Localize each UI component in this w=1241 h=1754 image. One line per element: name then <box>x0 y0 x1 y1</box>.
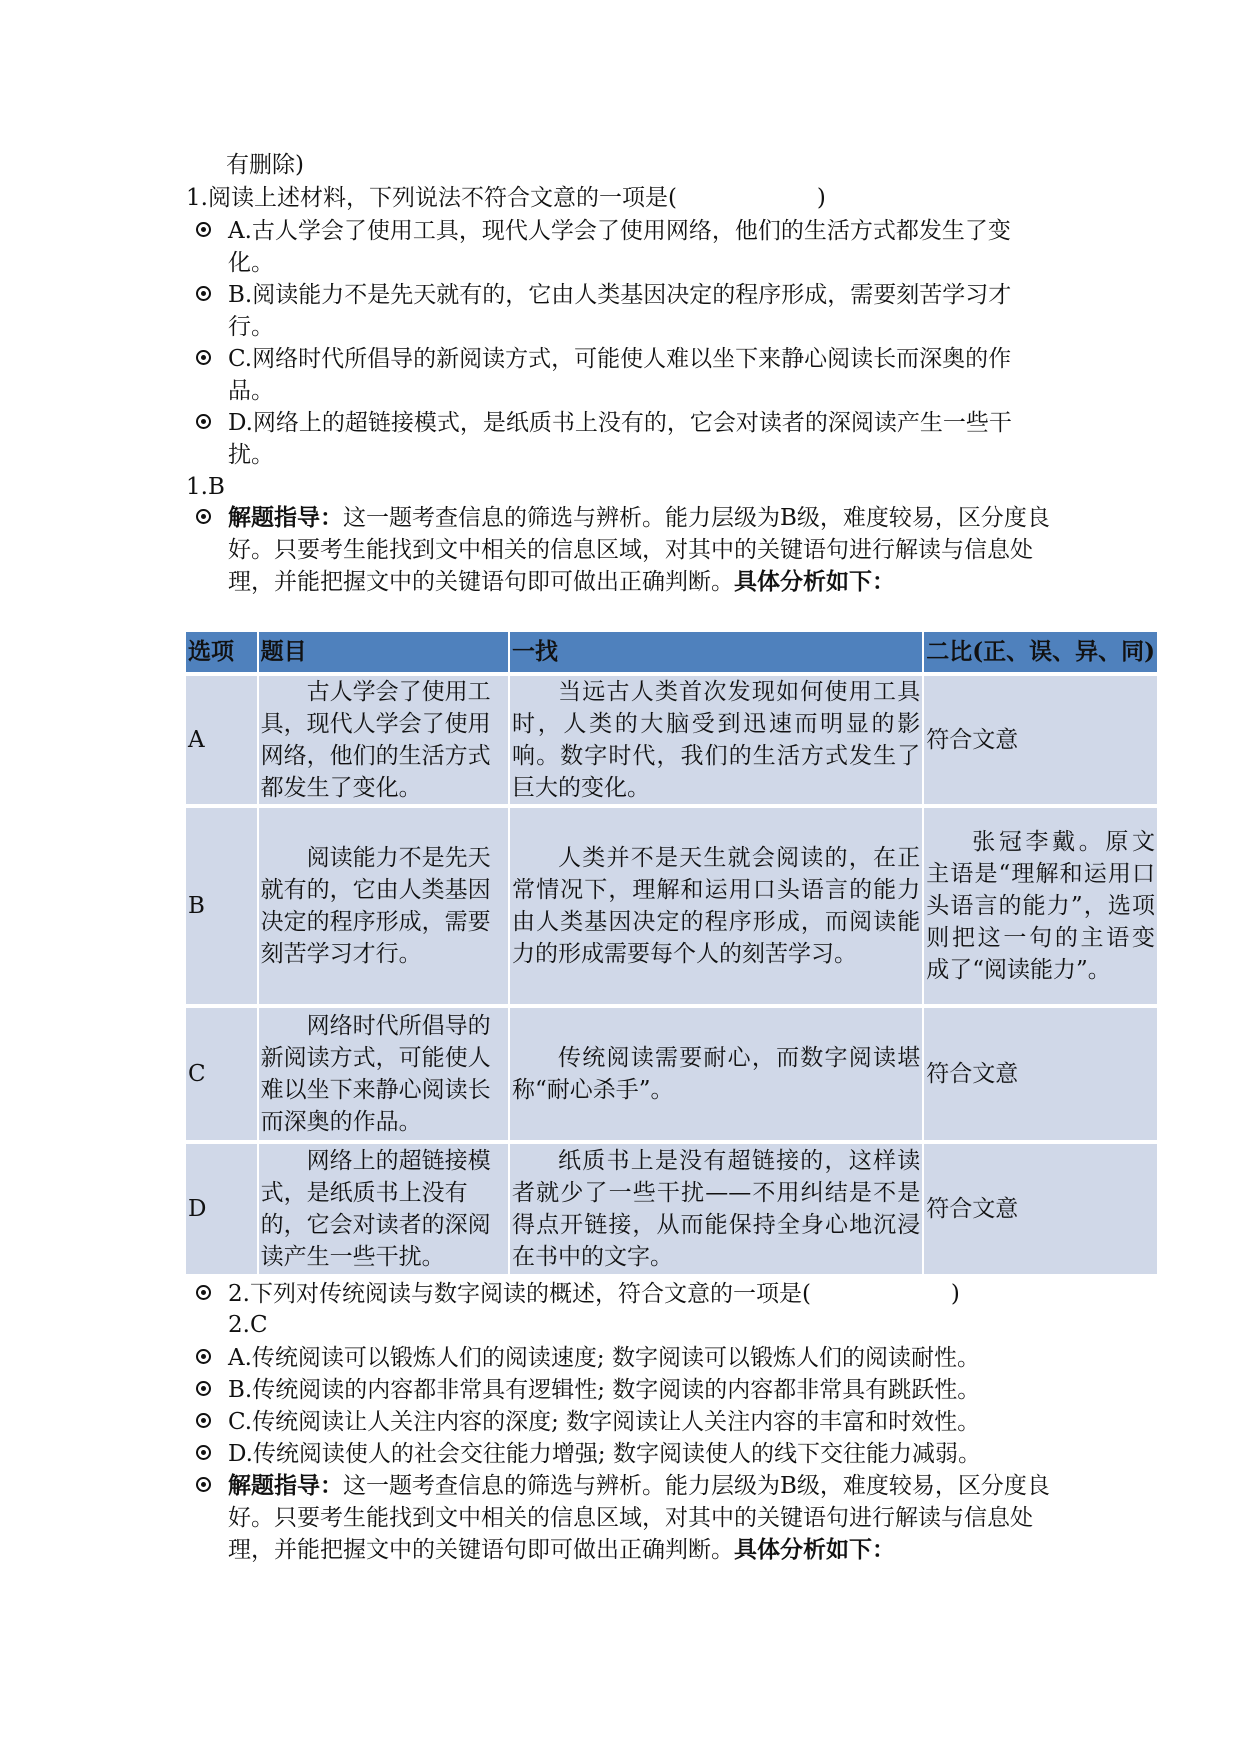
row-option: A <box>186 674 258 806</box>
q2-option-a <box>228 1342 1052 1374</box>
q1-guide-label: 解题指导： <box>228 504 343 531</box>
table-row <box>186 1006 1158 1142</box>
table-row <box>186 1142 1158 1274</box>
row-question: 网络时代所倡导的新阅读方式，可能使人难以坐下来静心阅读长而深奥的作品。 <box>260 1013 491 1135</box>
table-header-row <box>186 632 1158 674</box>
bullet-icon <box>196 1381 211 1396</box>
q2-guide-text: 这一题考查信息的筛选与辨析。能力层级为B级，难度较易，区分度良好。只要考生能找到文中相关的信息区域，对其中的关键语句进行解读与信息处理，并能把握文中的关键语句即可做出正确判断。 <box>228 1473 1050 1563</box>
table-row <box>186 806 1158 1006</box>
q2-answer: 2.C <box>228 1312 268 1338</box>
bullet-icon <box>196 509 211 524</box>
bullet-icon <box>196 350 211 365</box>
row-compare: 张冠李戴。原文主语是“理解和运用口头语言的能力”，选项则把这一句的主语变成了“阅读能力”。 <box>926 829 1155 983</box>
table-header-option: 选项 <box>186 632 258 674</box>
bullet-icon <box>196 1413 211 1428</box>
q2-option-c-text: C.传统阅读让人关注内容的深度; 数字阅读让人关注内容的丰富和时效性。 <box>228 1409 981 1435</box>
row-compare: 符合文意 <box>923 674 1158 806</box>
q2-stem-text: 2.下列对传统阅读与数字阅读的概述，符合文意的一项是( <box>228 1281 811 1307</box>
bullet-icon <box>196 414 211 429</box>
table-row <box>186 674 1158 806</box>
bullet-icon <box>196 1349 211 1364</box>
bullet-icon <box>196 1477 211 1492</box>
row-find: 当远古人类首次发现如何使用工具时，人类的大脑受到迅速而明显的影响。数字时代，我们的生活方式发生了巨大的变化。 <box>512 679 921 801</box>
q2-option-b-text: B.传统阅读的内容都非常具有逻辑性; 数字阅读的内容都非常具有跳跃性。 <box>228 1377 981 1403</box>
row-question: 古人学会了使用工具，现代人学会了使用网络，他们的生活方式都发生了变化。 <box>260 679 491 801</box>
table-header-question: 题目 <box>258 632 509 674</box>
q1-option-b <box>228 279 1052 343</box>
q2-option-a-text: A.传统阅读可以锻炼人们的阅读速度; 数字阅读可以锻炼人们的阅读耐性。 <box>228 1345 980 1371</box>
bullet-icon <box>196 286 211 301</box>
bullet-icon <box>196 222 211 237</box>
q1-guide-tail: 具体分析如下： <box>734 568 895 595</box>
table-header-compare: 二比(正、误、异、同) <box>923 632 1158 674</box>
q1-option-c <box>228 343 1052 407</box>
q1-stem <box>186 183 826 213</box>
q1-option-c-text: C.网络时代所倡导的新阅读方式，可能使人难以坐下来静心阅读长而深奥的作品。 <box>228 346 1012 404</box>
q2-guide-tail: 具体分析如下： <box>734 1536 895 1563</box>
q2-option-b <box>228 1374 1052 1406</box>
q1-stem-close: ) <box>816 185 826 211</box>
q1-option-a <box>228 215 1052 279</box>
q1-option-d-text: D.网络上的超链接模式，是纸质书上没有的，它会对读者的深阅读产生一些干扰。 <box>228 410 1012 468</box>
q1-stem-text: 1.阅读上述材料，下列说法不符合文意的一项是( <box>186 185 677 211</box>
analysis-table <box>186 632 1159 1274</box>
row-find: 纸质书上是没有超链接的，这样读者就少了一些干扰——不用纠结是不是得点开链接，从而能保持全身心地沉浸在书中的文字。 <box>512 1148 921 1270</box>
q1-option-b-text: B.阅读能力不是先天就有的，它由人类基因决定的程序形成，需要刻苦学习才行。 <box>228 282 1012 340</box>
q1-answer: 1.B <box>186 474 225 500</box>
q1-guide <box>228 502 1052 598</box>
q2-option-d-text: D.传统阅读使人的社会交往能力增强; 数字阅读使人的线下交往能力减弱。 <box>228 1441 981 1467</box>
q2-stem <box>228 1278 1052 1310</box>
q2-option-d <box>228 1438 1052 1470</box>
row-option: C <box>186 1006 258 1142</box>
row-find: 传统阅读需要耐心，而数字阅读堪称“耐心杀手”。 <box>512 1045 921 1103</box>
row-option: B <box>186 806 258 1006</box>
q2-stem-close: ) <box>950 1281 960 1307</box>
q1-guide-text: 这一题考查信息的筛选与辨析。能力层级为B级，难度较易，区分度良好。只要考生能找到文中相关的信息区域，对其中的关键语句进行解读与信息处理，并能把握文中的关键语句即可做出正确判断。 <box>228 505 1050 595</box>
row-compare: 符合文意 <box>923 1142 1158 1274</box>
row-question: 网络上的超链接模式，是纸质书上没有的，它会对读者的深阅读产生一些干扰。 <box>260 1148 491 1270</box>
q2-guide-label: 解题指导： <box>228 1472 343 1499</box>
row-question: 阅读能力不是先天就有的，它由人类基因决定的程序形成，需要刻苦学习才行。 <box>260 845 491 967</box>
q1-option-a-text: A.古人学会了使用工具，现代人学会了使用网络，他们的生活方式都发生了变化。 <box>228 218 1011 276</box>
q2-option-c <box>228 1406 1052 1438</box>
bullet-icon <box>196 1445 211 1460</box>
row-compare: 符合文意 <box>923 1006 1158 1142</box>
top-fragment: 有删除) <box>226 152 304 178</box>
bullet-icon <box>196 1285 211 1300</box>
row-find: 人类并不是天生就会阅读的，在正常情况下，理解和运用口头语言的能力由人类基因决定的程序形成，而阅读能力的形成需要每个人的刻苦学习。 <box>512 845 921 967</box>
table-header-find: 一找 <box>509 632 923 674</box>
q1-option-d <box>228 407 1052 471</box>
q2-guide <box>228 1470 1052 1566</box>
row-option: D <box>186 1142 258 1274</box>
